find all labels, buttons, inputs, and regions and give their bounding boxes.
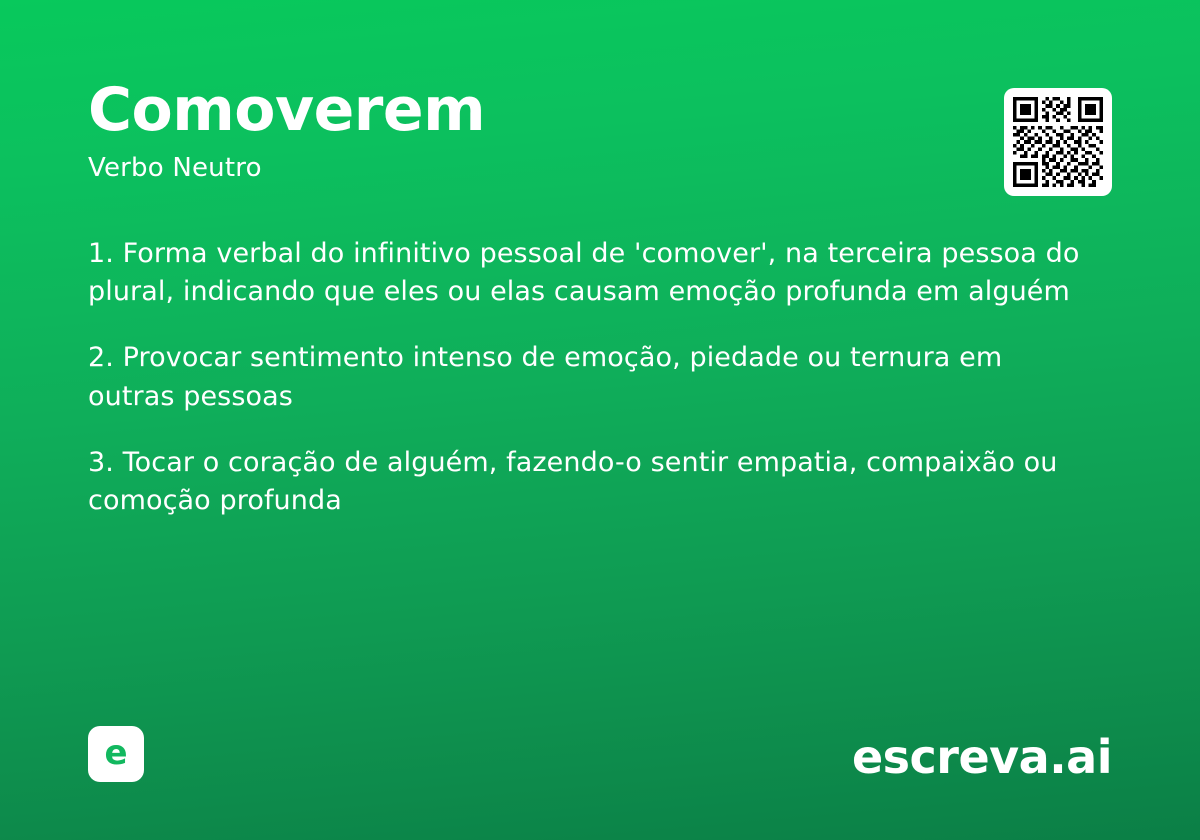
qr-code-icon[interactable] bbox=[1004, 88, 1112, 196]
definition-list bbox=[88, 235, 1088, 521]
list-item: 1. Forma verbal do infinitivo pessoal de 'comover', na terceira pessoa do plural, indicando que eles ou elas causam emoção profunda em alguém bbox=[88, 237, 1080, 308]
card-content bbox=[88, 75, 1112, 549]
page-title: Comoverem bbox=[88, 75, 486, 145]
list-item: 2. Provocar sentimento intenso de emoção, piedade ou ternura em outras pessoas bbox=[88, 342, 1003, 412]
part-of-speech-label: Verbo Neutro bbox=[88, 152, 262, 183]
logo-letter: e bbox=[104, 733, 128, 773]
brand-name: escreva.ai bbox=[851, 730, 1112, 784]
list-item: 3. Tocar o coração de alguém, fazendo-o sentir empatia, compaixão ou comoção profunda bbox=[88, 447, 1058, 517]
escreva-logo-icon[interactable] bbox=[88, 726, 144, 782]
